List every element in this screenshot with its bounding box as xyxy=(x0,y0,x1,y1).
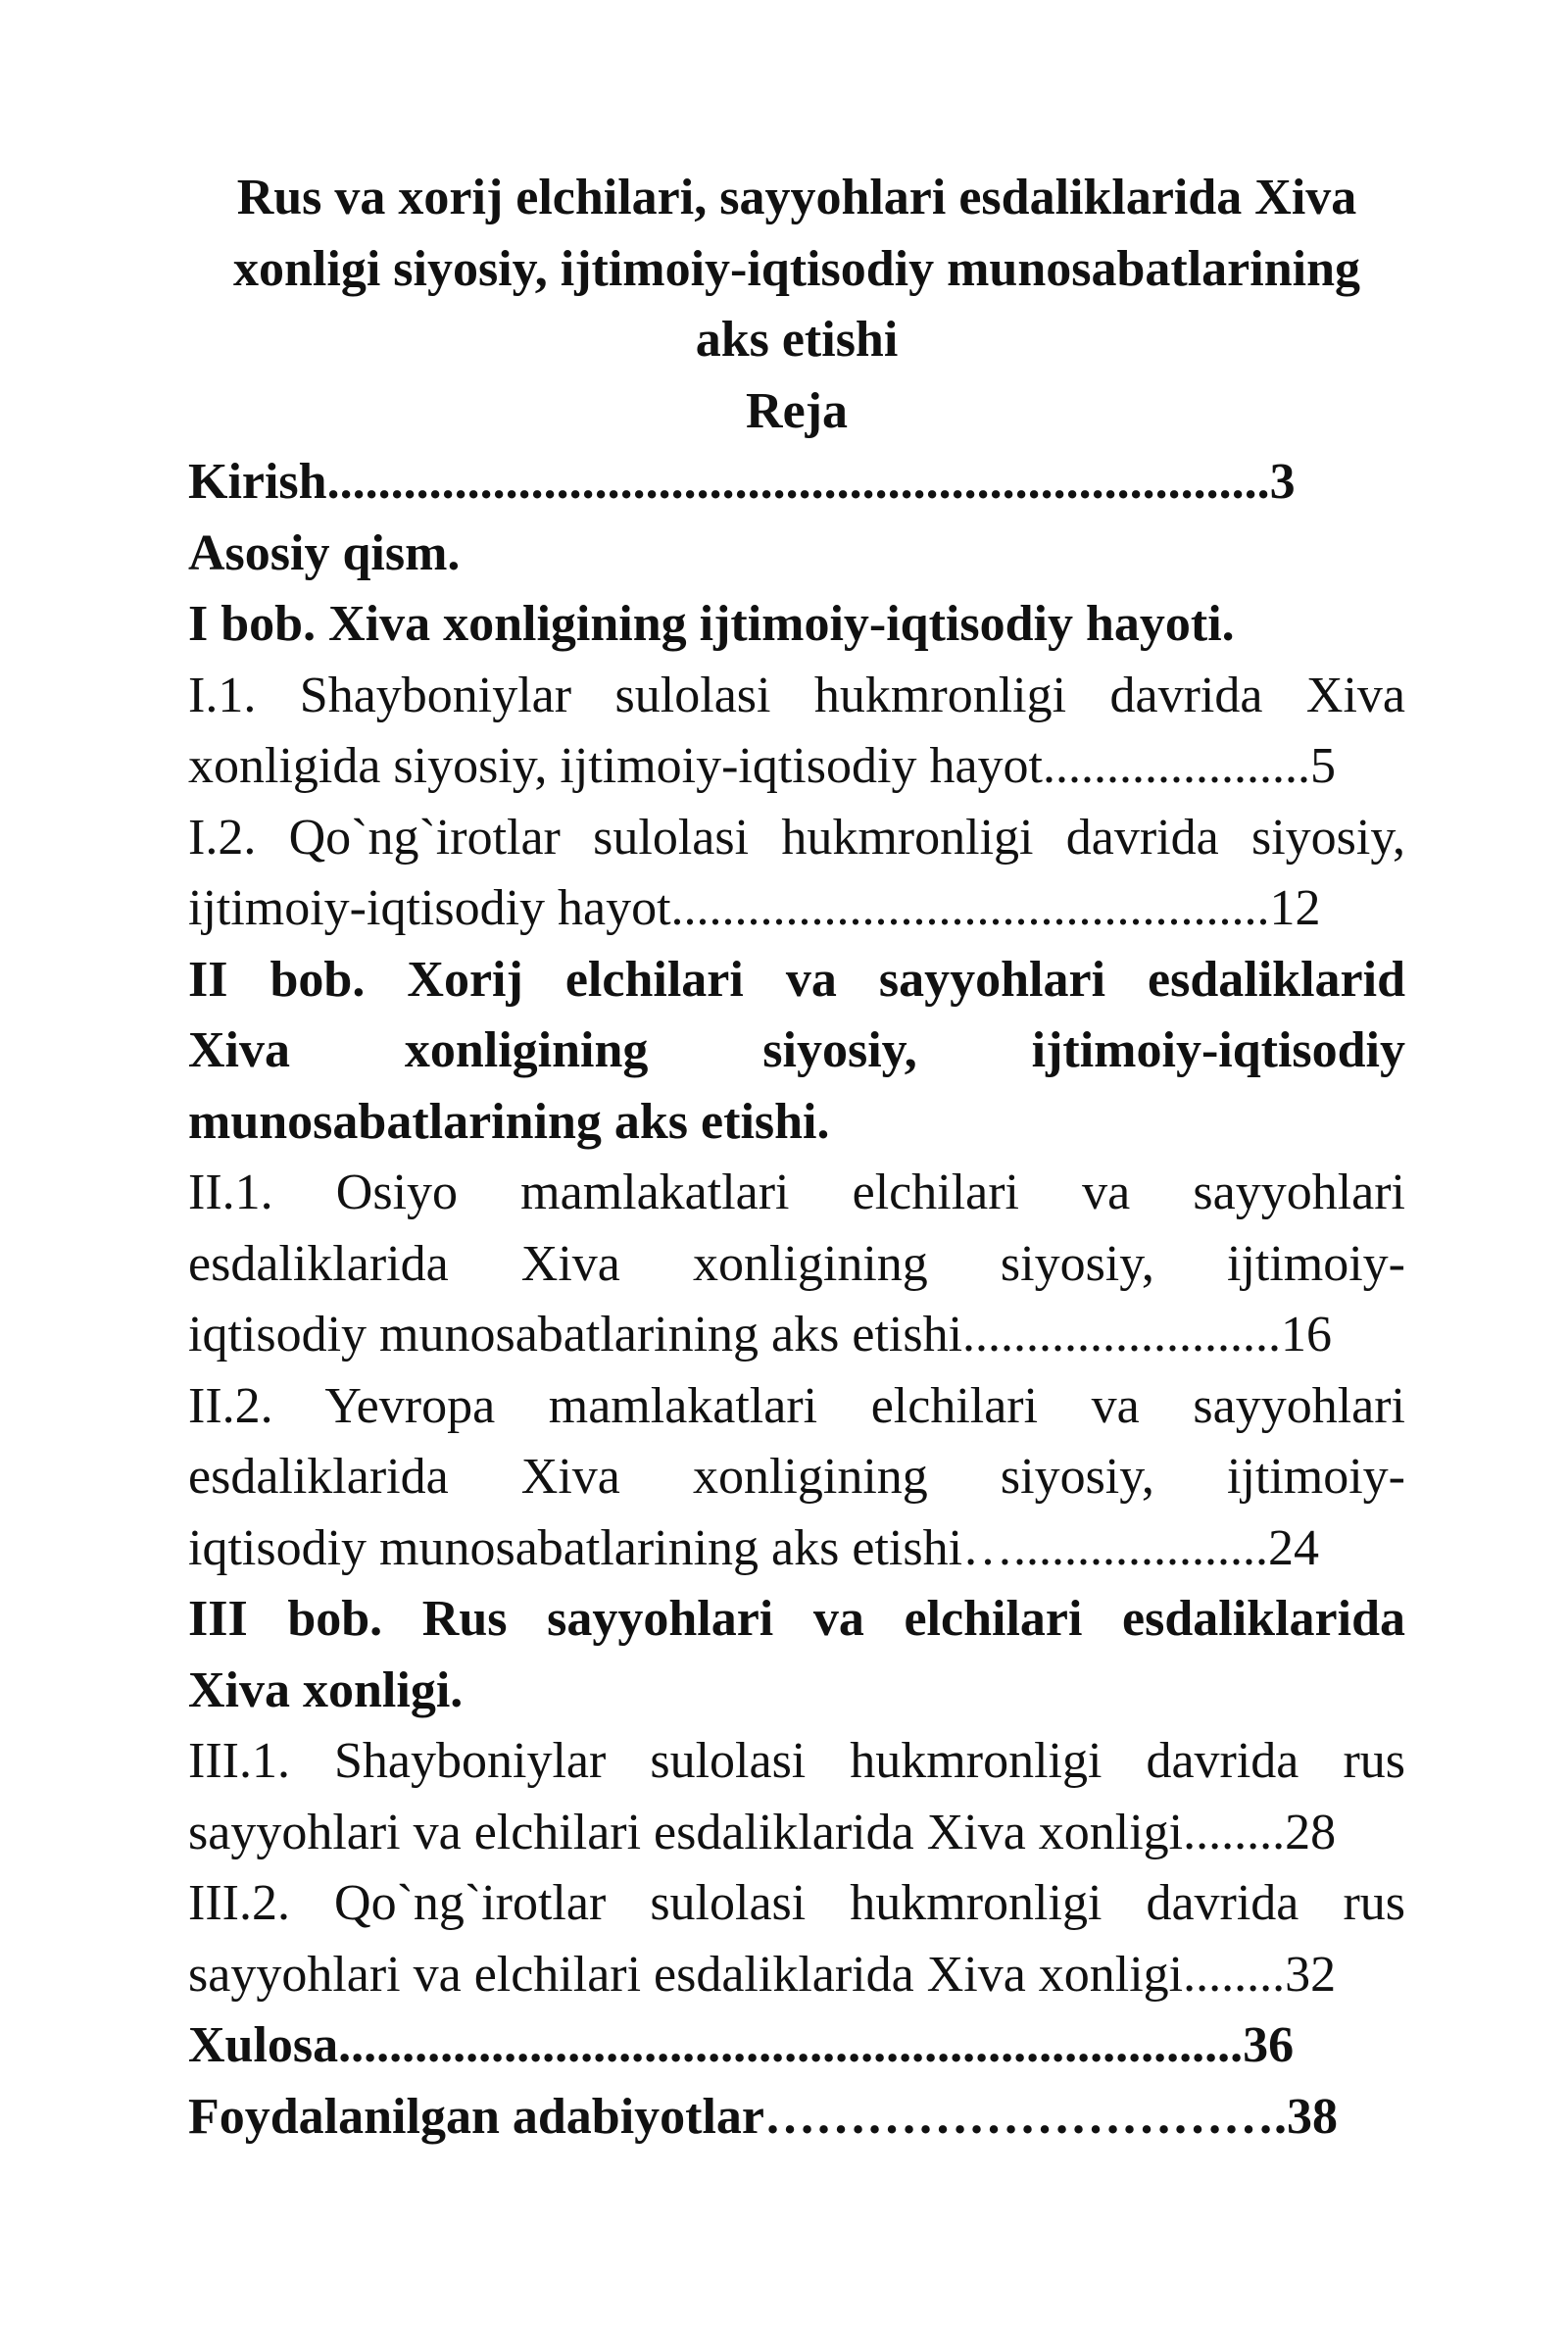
toc-chapter-3-line-1: III bob. Rus sayyohlari va elchilari esdaliklarida xyxy=(188,1591,1405,1647)
toc-section-1-1-line-2: xonligida siyosiy, ijtimoiy-iqtisodiy hayot.....................5 xyxy=(188,738,1336,794)
toc-section-3-1-line-2: sayyohlari va elchilari esdaliklarida Xiva xonligi........28 xyxy=(188,1804,1337,1860)
toc-conclusion: Xulosa.......................................................................36 xyxy=(188,2017,1295,2073)
toc-chapter-2-line-3: munosabatlarining aks etishi. xyxy=(188,1093,830,1150)
toc-chapter-3-line-2: Xiva xonligi. xyxy=(188,1661,464,1718)
toc-section-1-2-line-2: ijtimoiy-iqtisodiy hayot...............................................12 xyxy=(188,880,1321,936)
document-page xyxy=(188,163,1405,2153)
toc-introduction: Kirish..........................................................................3 xyxy=(188,454,1296,510)
toc-section-2-2-line-3: iqtisodiy munosabatlarining aks etishi…....................24 xyxy=(188,1519,1320,1576)
document-title-line-1: Rus va xorij elchilari, sayyohlari esdaliklarida Xiva xyxy=(236,170,1357,225)
plan-heading: Reja xyxy=(746,382,848,439)
toc-section-2-1-line-2: esdaliklarida Xiva xonligining siyosiy, ijtimoiy- xyxy=(188,1235,1405,1292)
toc-section-2-1-line-1: II.1. Osiyo mamlakatlari elchilari va sayyohlari xyxy=(188,1164,1405,1220)
toc-main-part: Asosiy qism. xyxy=(188,524,461,581)
toc-section-2-2-line-2: esdaliklarida Xiva xonligining siyosiy, ijtimoiy- xyxy=(188,1449,1405,1505)
toc-section-2-1-line-3: iqtisodiy munosabatlarining aks etishi.........................16 xyxy=(188,1307,1333,1363)
document-title-line-3: aks etishi xyxy=(695,312,899,368)
document-title-line-2: xonligi siyosiy, ijtimoiy-iqtisodiy munosabatlarining xyxy=(233,240,1360,297)
toc-section-2-2-line-1: II.2. Yevropa mamlakatlari elchilari va sayyohlari xyxy=(188,1377,1405,1434)
toc-references: Foydalanilgan adabiyotlar………………………….38 xyxy=(188,2088,1338,2145)
toc-chapter-2-line-2: Xiva xonligining siyosiy, ijtimoiy-iqtisodiy xyxy=(188,1022,1405,1078)
toc-chapter-2-line-1: II bob. Xorij elchilari va sayyohlari esdaliklarid xyxy=(188,951,1405,1008)
toc-chapter-1: I bob. Xiva xonligining ijtimoiy-iqtisodiy hayoti. xyxy=(188,596,1235,652)
toc-section-3-2-line-1: III.2. Qo`ng`irotlar sulolasi hukmronligi davrida rus xyxy=(188,1875,1405,1931)
toc-section-3-2-line-2: sayyohlari va elchilari esdaliklarida Xiva xonligi........32 xyxy=(188,1946,1337,2003)
toc-section-1-1-line-1: I.1. Shayboniylar sulolasi hukmronligi davrida Xiva xyxy=(188,667,1405,723)
toc-section-3-1-line-1: III.1. Shayboniylar sulolasi hukmronligi davrida rus xyxy=(188,1733,1405,1789)
toc-section-1-2-line-1: I.2. Qo`ng`irotlar sulolasi hukmronligi davrida siyosiy, xyxy=(188,809,1405,866)
